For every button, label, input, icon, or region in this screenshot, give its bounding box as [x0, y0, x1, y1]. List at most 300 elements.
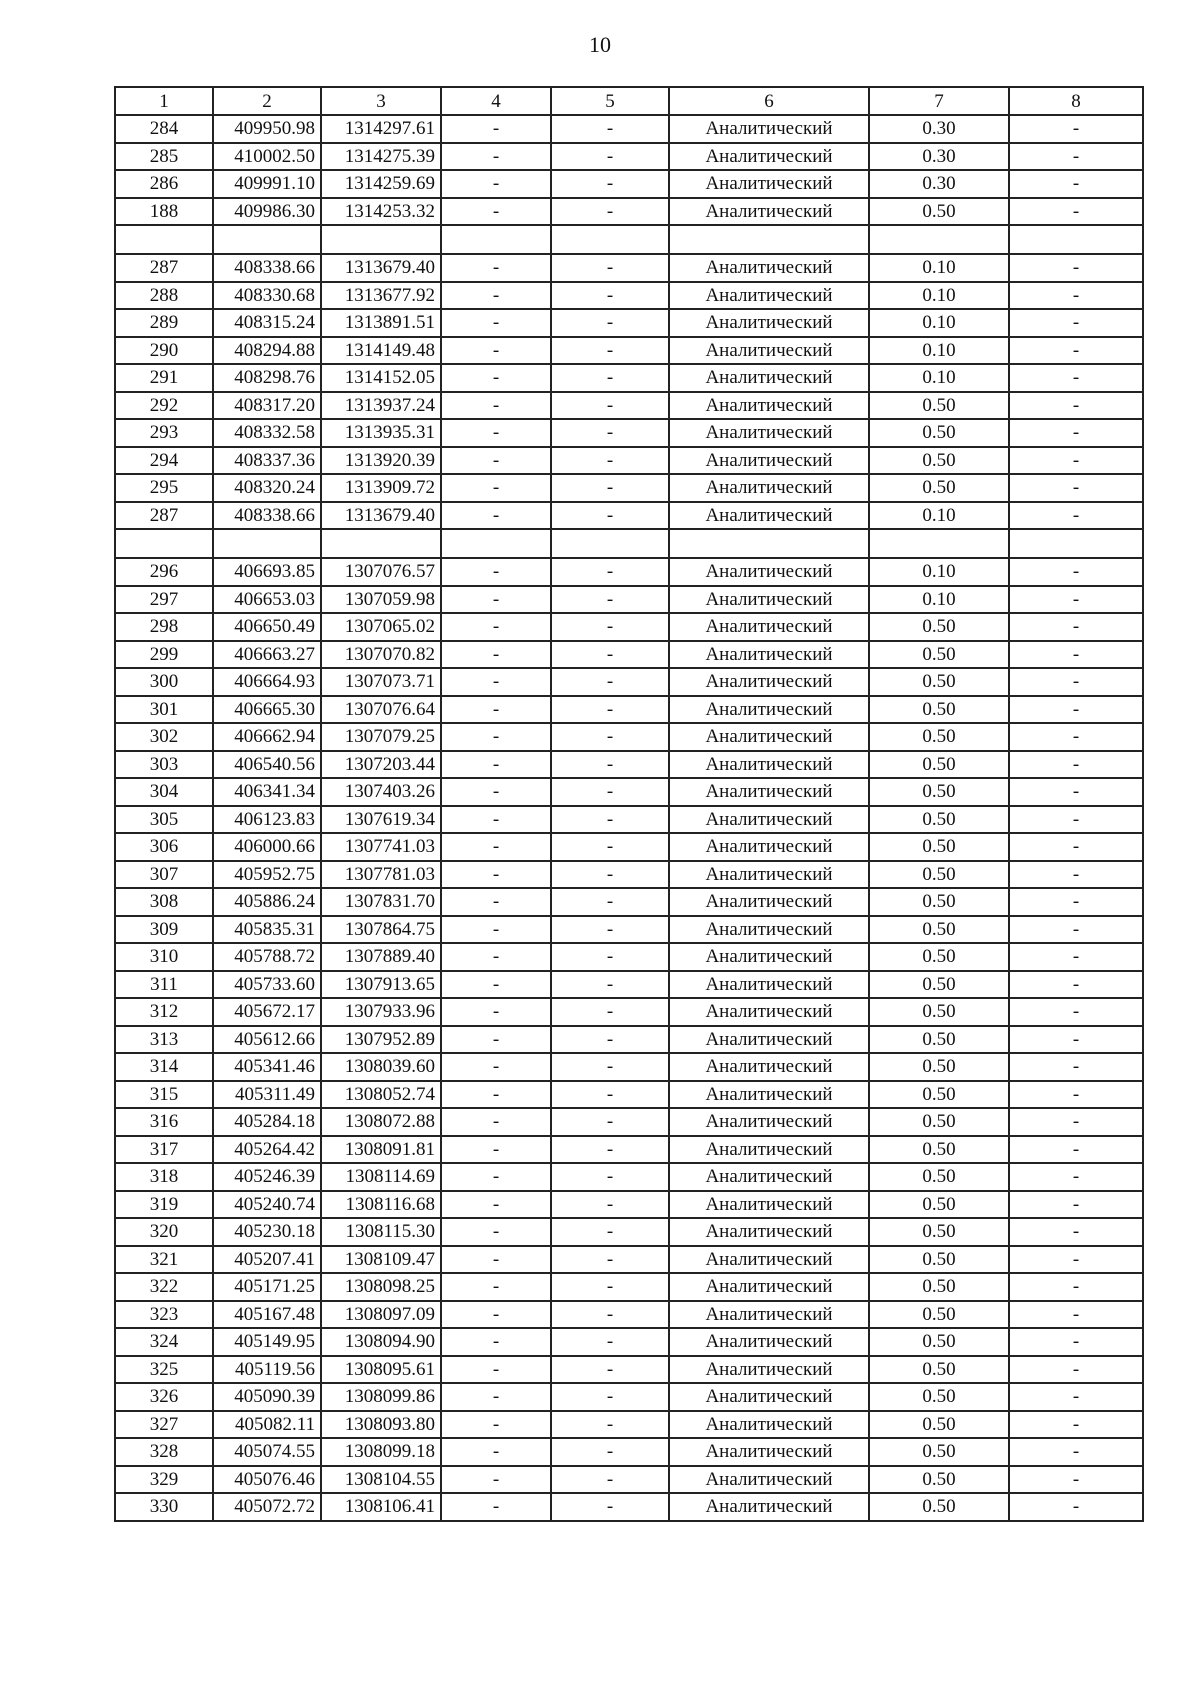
- x-coordinate-cell: 405886.24: [213, 888, 321, 916]
- x-coordinate-cell: 405672.17: [213, 998, 321, 1026]
- table-row: [115, 1081, 1143, 1109]
- method-cell: Аналитический: [669, 613, 869, 641]
- method-cell: Аналитический: [669, 998, 869, 1026]
- method-cell: Аналитический: [669, 723, 869, 751]
- point-number-cell: 315: [115, 1081, 213, 1109]
- column-4-cell: -: [441, 916, 551, 944]
- empty-cell: [441, 225, 551, 254]
- accuracy-cell: 0.50: [869, 1163, 1009, 1191]
- accuracy-cell: 0.10: [869, 364, 1009, 392]
- point-number-cell: 327: [115, 1411, 213, 1439]
- y-coordinate-cell: 1307059.98: [321, 586, 441, 614]
- table-row: [115, 723, 1143, 751]
- accuracy-cell: 0.50: [869, 723, 1009, 751]
- column-5-cell: -: [551, 641, 669, 669]
- column-header: 8: [1009, 87, 1143, 115]
- empty-cell: [869, 529, 1009, 558]
- column-5-cell: -: [551, 751, 669, 779]
- column-5-cell: -: [551, 337, 669, 365]
- column-header: 5: [551, 87, 669, 115]
- point-number-cell: 293: [115, 419, 213, 447]
- empty-cell: [669, 529, 869, 558]
- column-8-cell: -: [1009, 641, 1143, 669]
- table-row: [115, 806, 1143, 834]
- x-coordinate-cell: 408294.88: [213, 337, 321, 365]
- y-coordinate-cell: 1307933.96: [321, 998, 441, 1026]
- table-row: [115, 696, 1143, 724]
- y-coordinate-cell: 1307203.44: [321, 751, 441, 779]
- column-4-cell: -: [441, 198, 551, 226]
- column-5-cell: -: [551, 1383, 669, 1411]
- accuracy-cell: 0.50: [869, 806, 1009, 834]
- y-coordinate-cell: 1314275.39: [321, 143, 441, 171]
- column-5-cell: -: [551, 1438, 669, 1466]
- column-4-cell: -: [441, 861, 551, 889]
- column-8-cell: -: [1009, 943, 1143, 971]
- method-cell: Аналитический: [669, 1136, 869, 1164]
- table-row: [115, 1218, 1143, 1246]
- y-coordinate-cell: 1308115.30: [321, 1218, 441, 1246]
- accuracy-cell: 0.50: [869, 1136, 1009, 1164]
- column-4-cell: -: [441, 115, 551, 143]
- method-cell: Аналитический: [669, 833, 869, 861]
- table-row: [115, 861, 1143, 889]
- column-5-cell: -: [551, 1493, 669, 1521]
- table-row: [115, 916, 1143, 944]
- column-5-cell: -: [551, 1328, 669, 1356]
- y-coordinate-cell: 1314152.05: [321, 364, 441, 392]
- accuracy-cell: 0.50: [869, 613, 1009, 641]
- y-coordinate-cell: 1307913.65: [321, 971, 441, 999]
- point-number-cell: 324: [115, 1328, 213, 1356]
- column-5-cell: -: [551, 668, 669, 696]
- empty-cell: [115, 225, 213, 254]
- column-8-cell: -: [1009, 586, 1143, 614]
- column-4-cell: -: [441, 474, 551, 502]
- x-coordinate-cell: 406650.49: [213, 613, 321, 641]
- page-number: 10: [589, 32, 611, 57]
- table-row: [115, 586, 1143, 614]
- column-5-cell: -: [551, 696, 669, 724]
- column-4-cell: -: [441, 806, 551, 834]
- point-number-cell: 292: [115, 392, 213, 420]
- column-4-cell: -: [441, 170, 551, 198]
- column-4-cell: -: [441, 751, 551, 779]
- column-5-cell: -: [551, 1246, 669, 1274]
- method-cell: Аналитический: [669, 364, 869, 392]
- table-spacer-row: [115, 529, 1143, 558]
- empty-cell: [115, 529, 213, 558]
- method-cell: Аналитический: [669, 115, 869, 143]
- column-8-cell: -: [1009, 998, 1143, 1026]
- accuracy-cell: 0.50: [869, 1383, 1009, 1411]
- y-coordinate-cell: 1307403.26: [321, 778, 441, 806]
- y-coordinate-cell: 1308097.09: [321, 1301, 441, 1329]
- method-cell: Аналитический: [669, 1356, 869, 1384]
- table-row: [115, 1301, 1143, 1329]
- x-coordinate-cell: 406662.94: [213, 723, 321, 751]
- y-coordinate-cell: 1307781.03: [321, 861, 441, 889]
- column-8-cell: -: [1009, 1493, 1143, 1521]
- point-number-cell: 300: [115, 668, 213, 696]
- accuracy-cell: 0.50: [869, 1218, 1009, 1246]
- accuracy-cell: 0.50: [869, 1411, 1009, 1439]
- table-row: [115, 833, 1143, 861]
- table-row: [115, 1191, 1143, 1219]
- x-coordinate-cell: 406123.83: [213, 806, 321, 834]
- coordinates-table: [114, 86, 1144, 1522]
- column-header: 7: [869, 87, 1009, 115]
- column-5-cell: -: [551, 971, 669, 999]
- y-coordinate-cell: 1313677.92: [321, 282, 441, 310]
- point-number-cell: 314: [115, 1053, 213, 1081]
- x-coordinate-cell: 408338.66: [213, 502, 321, 530]
- column-5-cell: -: [551, 364, 669, 392]
- point-number-cell: 301: [115, 696, 213, 724]
- point-number-cell: 308: [115, 888, 213, 916]
- column-8-cell: -: [1009, 143, 1143, 171]
- column-5-cell: -: [551, 1081, 669, 1109]
- point-number-cell: 304: [115, 778, 213, 806]
- method-cell: Аналитический: [669, 1438, 869, 1466]
- column-5-cell: -: [551, 806, 669, 834]
- column-8-cell: -: [1009, 337, 1143, 365]
- accuracy-cell: 0.50: [869, 861, 1009, 889]
- column-4-cell: -: [441, 888, 551, 916]
- table-row: [115, 337, 1143, 365]
- column-5-cell: -: [551, 558, 669, 586]
- x-coordinate-cell: 410002.50: [213, 143, 321, 171]
- table-row: [115, 558, 1143, 586]
- column-4-cell: -: [441, 833, 551, 861]
- column-5-cell: -: [551, 1053, 669, 1081]
- accuracy-cell: 0.50: [869, 1053, 1009, 1081]
- method-cell: Аналитический: [669, 668, 869, 696]
- accuracy-cell: 0.50: [869, 1108, 1009, 1136]
- column-4-cell: -: [441, 282, 551, 310]
- column-4-cell: -: [441, 1191, 551, 1219]
- y-coordinate-cell: 1313909.72: [321, 474, 441, 502]
- table-row: [115, 971, 1143, 999]
- table-row: [115, 1246, 1143, 1274]
- method-cell: Аналитический: [669, 696, 869, 724]
- column-5-cell: -: [551, 586, 669, 614]
- x-coordinate-cell: 405149.95: [213, 1328, 321, 1356]
- column-5-cell: -: [551, 419, 669, 447]
- column-5-cell: -: [551, 198, 669, 226]
- column-4-cell: -: [441, 1411, 551, 1439]
- y-coordinate-cell: 1307619.34: [321, 806, 441, 834]
- column-4-cell: -: [441, 309, 551, 337]
- x-coordinate-cell: 405167.48: [213, 1301, 321, 1329]
- method-cell: Аналитический: [669, 1301, 869, 1329]
- column-5-cell: -: [551, 1191, 669, 1219]
- column-8-cell: -: [1009, 558, 1143, 586]
- empty-cell: [669, 225, 869, 254]
- table-header-row: [115, 87, 1143, 115]
- accuracy-cell: 0.50: [869, 696, 1009, 724]
- column-8-cell: -: [1009, 751, 1143, 779]
- table-row: [115, 1026, 1143, 1054]
- method-cell: Аналитический: [669, 447, 869, 475]
- column-8-cell: -: [1009, 502, 1143, 530]
- table-row: [115, 502, 1143, 530]
- y-coordinate-cell: 1314259.69: [321, 170, 441, 198]
- point-number-cell: 323: [115, 1301, 213, 1329]
- x-coordinate-cell: 405072.72: [213, 1493, 321, 1521]
- column-5-cell: -: [551, 916, 669, 944]
- method-cell: Аналитический: [669, 1026, 869, 1054]
- method-cell: Аналитический: [669, 888, 869, 916]
- x-coordinate-cell: 405119.56: [213, 1356, 321, 1384]
- x-coordinate-cell: 408332.58: [213, 419, 321, 447]
- accuracy-cell: 0.10: [869, 558, 1009, 586]
- table-row: [115, 170, 1143, 198]
- table-row: [115, 1383, 1143, 1411]
- column-8-cell: -: [1009, 1026, 1143, 1054]
- column-8-cell: -: [1009, 1383, 1143, 1411]
- table-row: [115, 254, 1143, 282]
- column-8-cell: -: [1009, 419, 1143, 447]
- method-cell: Аналитический: [669, 751, 869, 779]
- column-5-cell: -: [551, 1026, 669, 1054]
- column-8-cell: -: [1009, 861, 1143, 889]
- x-coordinate-cell: 406341.34: [213, 778, 321, 806]
- method-cell: Аналитический: [669, 1108, 869, 1136]
- x-coordinate-cell: 406693.85: [213, 558, 321, 586]
- point-number-cell: 289: [115, 309, 213, 337]
- point-number-cell: 319: [115, 1191, 213, 1219]
- x-coordinate-cell: 408337.36: [213, 447, 321, 475]
- accuracy-cell: 0.50: [869, 1301, 1009, 1329]
- column-5-cell: -: [551, 170, 669, 198]
- column-5-cell: -: [551, 1301, 669, 1329]
- column-5-cell: -: [551, 309, 669, 337]
- table-row: [115, 282, 1143, 310]
- column-4-cell: -: [441, 364, 551, 392]
- column-header: 3: [321, 87, 441, 115]
- column-4-cell: -: [441, 1356, 551, 1384]
- column-8-cell: -: [1009, 1273, 1143, 1301]
- table-row: [115, 943, 1143, 971]
- y-coordinate-cell: 1313937.24: [321, 392, 441, 420]
- column-5-cell: -: [551, 613, 669, 641]
- method-cell: Аналитический: [669, 254, 869, 282]
- accuracy-cell: 0.50: [869, 474, 1009, 502]
- column-4-cell: -: [441, 558, 551, 586]
- point-number-cell: 307: [115, 861, 213, 889]
- x-coordinate-cell: 405207.41: [213, 1246, 321, 1274]
- y-coordinate-cell: 1307864.75: [321, 916, 441, 944]
- empty-cell: [551, 225, 669, 254]
- point-number-cell: 188: [115, 198, 213, 226]
- x-coordinate-cell: 405082.11: [213, 1411, 321, 1439]
- method-cell: Аналитический: [669, 1053, 869, 1081]
- column-8-cell: -: [1009, 1246, 1143, 1274]
- accuracy-cell: 0.50: [869, 198, 1009, 226]
- point-number-cell: 290: [115, 337, 213, 365]
- point-number-cell: 320: [115, 1218, 213, 1246]
- column-8-cell: -: [1009, 282, 1143, 310]
- y-coordinate-cell: 1313679.40: [321, 502, 441, 530]
- column-5-cell: -: [551, 143, 669, 171]
- method-cell: Аналитический: [669, 778, 869, 806]
- point-number-cell: 291: [115, 364, 213, 392]
- method-cell: Аналитический: [669, 971, 869, 999]
- table-row: [115, 1163, 1143, 1191]
- column-5-cell: -: [551, 115, 669, 143]
- column-4-cell: -: [441, 254, 551, 282]
- y-coordinate-cell: 1313891.51: [321, 309, 441, 337]
- accuracy-cell: 0.10: [869, 282, 1009, 310]
- point-number-cell: 317: [115, 1136, 213, 1164]
- x-coordinate-cell: 405612.66: [213, 1026, 321, 1054]
- table-row: [115, 198, 1143, 226]
- column-8-cell: -: [1009, 1163, 1143, 1191]
- column-5-cell: -: [551, 778, 669, 806]
- column-8-cell: -: [1009, 888, 1143, 916]
- table-row: [115, 143, 1143, 171]
- column-4-cell: -: [441, 1493, 551, 1521]
- empty-cell: [321, 529, 441, 558]
- column-5-cell: -: [551, 1108, 669, 1136]
- column-4-cell: -: [441, 1053, 551, 1081]
- point-number-cell: 326: [115, 1383, 213, 1411]
- column-4-cell: -: [441, 723, 551, 751]
- column-5-cell: -: [551, 1218, 669, 1246]
- column-8-cell: -: [1009, 778, 1143, 806]
- method-cell: Аналитический: [669, 1246, 869, 1274]
- empty-cell: [441, 529, 551, 558]
- x-coordinate-cell: 406540.56: [213, 751, 321, 779]
- column-5-cell: -: [551, 998, 669, 1026]
- y-coordinate-cell: 1308099.86: [321, 1383, 441, 1411]
- method-cell: Аналитический: [669, 1466, 869, 1494]
- accuracy-cell: 0.50: [869, 778, 1009, 806]
- x-coordinate-cell: 408320.24: [213, 474, 321, 502]
- method-cell: Аналитический: [669, 558, 869, 586]
- empty-cell: [213, 529, 321, 558]
- point-number-cell: 329: [115, 1466, 213, 1494]
- column-header: 4: [441, 87, 551, 115]
- table-row: [115, 1356, 1143, 1384]
- column-8-cell: -: [1009, 198, 1143, 226]
- column-4-cell: -: [441, 1108, 551, 1136]
- column-8-cell: -: [1009, 1191, 1143, 1219]
- column-8-cell: -: [1009, 474, 1143, 502]
- column-4-cell: -: [441, 1136, 551, 1164]
- column-4-cell: -: [441, 668, 551, 696]
- y-coordinate-cell: 1307741.03: [321, 833, 441, 861]
- column-8-cell: -: [1009, 1053, 1143, 1081]
- y-coordinate-cell: 1307070.82: [321, 641, 441, 669]
- x-coordinate-cell: 405264.42: [213, 1136, 321, 1164]
- point-number-cell: 285: [115, 143, 213, 171]
- method-cell: Аналитический: [669, 309, 869, 337]
- method-cell: Аналитический: [669, 1081, 869, 1109]
- y-coordinate-cell: 1307079.25: [321, 723, 441, 751]
- column-8-cell: -: [1009, 392, 1143, 420]
- accuracy-cell: 0.50: [869, 1273, 1009, 1301]
- column-4-cell: -: [441, 971, 551, 999]
- method-cell: Аналитический: [669, 1163, 869, 1191]
- x-coordinate-cell: 409950.98: [213, 115, 321, 143]
- column-4-cell: -: [441, 1273, 551, 1301]
- column-4-cell: -: [441, 1081, 551, 1109]
- column-4-cell: -: [441, 998, 551, 1026]
- column-8-cell: -: [1009, 447, 1143, 475]
- point-number-cell: 284: [115, 115, 213, 143]
- column-8-cell: -: [1009, 1081, 1143, 1109]
- column-8-cell: -: [1009, 613, 1143, 641]
- point-number-cell: 318: [115, 1163, 213, 1191]
- column-4-cell: -: [441, 943, 551, 971]
- point-number-cell: 297: [115, 586, 213, 614]
- point-number-cell: 287: [115, 254, 213, 282]
- column-4-cell: -: [441, 1218, 551, 1246]
- method-cell: Аналитический: [669, 392, 869, 420]
- x-coordinate-cell: 405230.18: [213, 1218, 321, 1246]
- point-number-cell: 303: [115, 751, 213, 779]
- method-cell: Аналитический: [669, 1328, 869, 1356]
- empty-cell: [213, 225, 321, 254]
- column-8-cell: -: [1009, 364, 1143, 392]
- column-5-cell: -: [551, 723, 669, 751]
- x-coordinate-cell: 408317.20: [213, 392, 321, 420]
- column-8-cell: -: [1009, 1438, 1143, 1466]
- column-header: 2: [213, 87, 321, 115]
- x-coordinate-cell: 406663.27: [213, 641, 321, 669]
- column-4-cell: -: [441, 502, 551, 530]
- empty-cell: [321, 225, 441, 254]
- y-coordinate-cell: 1308104.55: [321, 1466, 441, 1494]
- x-coordinate-cell: 408298.76: [213, 364, 321, 392]
- column-8-cell: -: [1009, 1466, 1143, 1494]
- y-coordinate-cell: 1308072.88: [321, 1108, 441, 1136]
- accuracy-cell: 0.50: [869, 641, 1009, 669]
- accuracy-cell: 0.50: [869, 943, 1009, 971]
- point-number-cell: 306: [115, 833, 213, 861]
- x-coordinate-cell: 409991.10: [213, 170, 321, 198]
- y-coordinate-cell: 1307065.02: [321, 613, 441, 641]
- method-cell: Аналитический: [669, 282, 869, 310]
- column-5-cell: -: [551, 1356, 669, 1384]
- point-number-cell: 298: [115, 613, 213, 641]
- column-5-cell: -: [551, 861, 669, 889]
- y-coordinate-cell: 1308091.81: [321, 1136, 441, 1164]
- accuracy-cell: 0.50: [869, 1356, 1009, 1384]
- column-5-cell: -: [551, 1411, 669, 1439]
- column-5-cell: -: [551, 888, 669, 916]
- column-5-cell: -: [551, 254, 669, 282]
- accuracy-cell: 0.50: [869, 916, 1009, 944]
- point-number-cell: 312: [115, 998, 213, 1026]
- method-cell: Аналитический: [669, 1273, 869, 1301]
- x-coordinate-cell: 408315.24: [213, 309, 321, 337]
- method-cell: Аналитический: [669, 1383, 869, 1411]
- accuracy-cell: 0.50: [869, 888, 1009, 916]
- table-row: [115, 1493, 1143, 1521]
- point-number-cell: 294: [115, 447, 213, 475]
- method-cell: Аналитический: [669, 1218, 869, 1246]
- y-coordinate-cell: 1313935.31: [321, 419, 441, 447]
- method-cell: Аналитический: [669, 502, 869, 530]
- accuracy-cell: 0.50: [869, 751, 1009, 779]
- method-cell: Аналитический: [669, 806, 869, 834]
- y-coordinate-cell: 1308052.74: [321, 1081, 441, 1109]
- x-coordinate-cell: 405284.18: [213, 1108, 321, 1136]
- y-coordinate-cell: 1307073.71: [321, 668, 441, 696]
